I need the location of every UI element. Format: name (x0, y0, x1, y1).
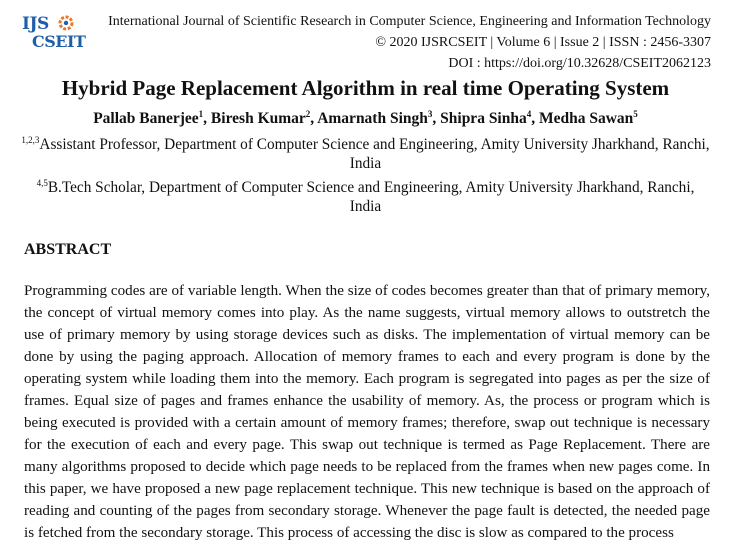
affiliation-1 (20, 135, 711, 173)
author-name: Shipra Sinha (440, 110, 527, 127)
journal-name: International Journal of Scientific Research in Computer Science, Engineering and Information Technology (108, 14, 711, 29)
abstract-heading: ABSTRACT (24, 241, 112, 258)
affiliation-mark: 4,5 (36, 177, 48, 188)
author-mark: 3 (427, 108, 433, 119)
affiliation-2 (20, 178, 711, 216)
copyright-volume-line: © 2020 IJSRCSEIT | Volume 6 | Issue 2 | ISSN : 2456-3307 (375, 35, 711, 50)
author-mark: 2 (305, 108, 311, 119)
author-name: Medha Sawan (538, 110, 634, 127)
doi-line[interactable]: DOI : https://doi.org/10.32628/CSEIT2062123 (448, 56, 711, 71)
author-name: Amarnath Singh (317, 110, 428, 127)
logo-text-bottom: CSEIT (32, 32, 86, 51)
author-list: Pallab Banerjee$^1$, Biresh Kumar$^2$, Amarnath Singh$^3$, Shipra Sinha$^4$, Medha Sawan$^5$ (93, 108, 638, 127)
affiliation-mark: 1,2,3 (21, 134, 40, 145)
journal-logo (22, 13, 86, 53)
gear-logo-icon (58, 15, 74, 31)
paper-title: Hybrid Page Replacement Algorithm in real time Operating System (61, 76, 670, 100)
logo-text-top: IJS (22, 14, 49, 34)
author-mark: 4 (526, 108, 532, 119)
affiliation-text: B.Tech Scholar, Department of Computer Science and Engineering, Amity University Jharkhand, Ranchi, India (47, 179, 695, 215)
affiliation-text: Assistant Professor, Department of Computer Science and Engineering, Amity University Jharkhand, Ranchi, India (39, 136, 710, 172)
author-mark: 1 (198, 108, 204, 119)
author-name: Biresh Kumar (210, 110, 306, 127)
author-mark: 5 (633, 108, 638, 119)
abstract-body: Programming codes are of variable length. When the size of codes becomes greater than that of primary memory, the concept of virtual memory comes into play. As the name suggests, virtual memory allows to outstretch the use of primary memory by using storage devices such as disks. The implementation of virtual memory can be done by using the paging approach. Allocation of memory frames to each and every program is done by the operating system while loading them into the memory. Each program is segregated into pages as per the size of frames. Equal size of pages and frames enhance the usability of memory. As, the process or program which is being executed is provided with a certain amount of memory frames; therefore, swap out technique is necessary for the execution of each and every page. This swap out technique is termed as Page Replacement. There are many algorithms proposed to decide which page needs to be replaced from the frames when new pages come. In this paper, we have proposed a new page replacement technique. This new technique is based on the approach of reading and counting of the pages from secondary storage. Whenever the page fault is detected, the needed page is fetched from the secondary storage. This process of accessing the disc is slow as compared to the process (24, 283, 710, 541)
author-name: Pallab Banerjee (93, 110, 199, 127)
